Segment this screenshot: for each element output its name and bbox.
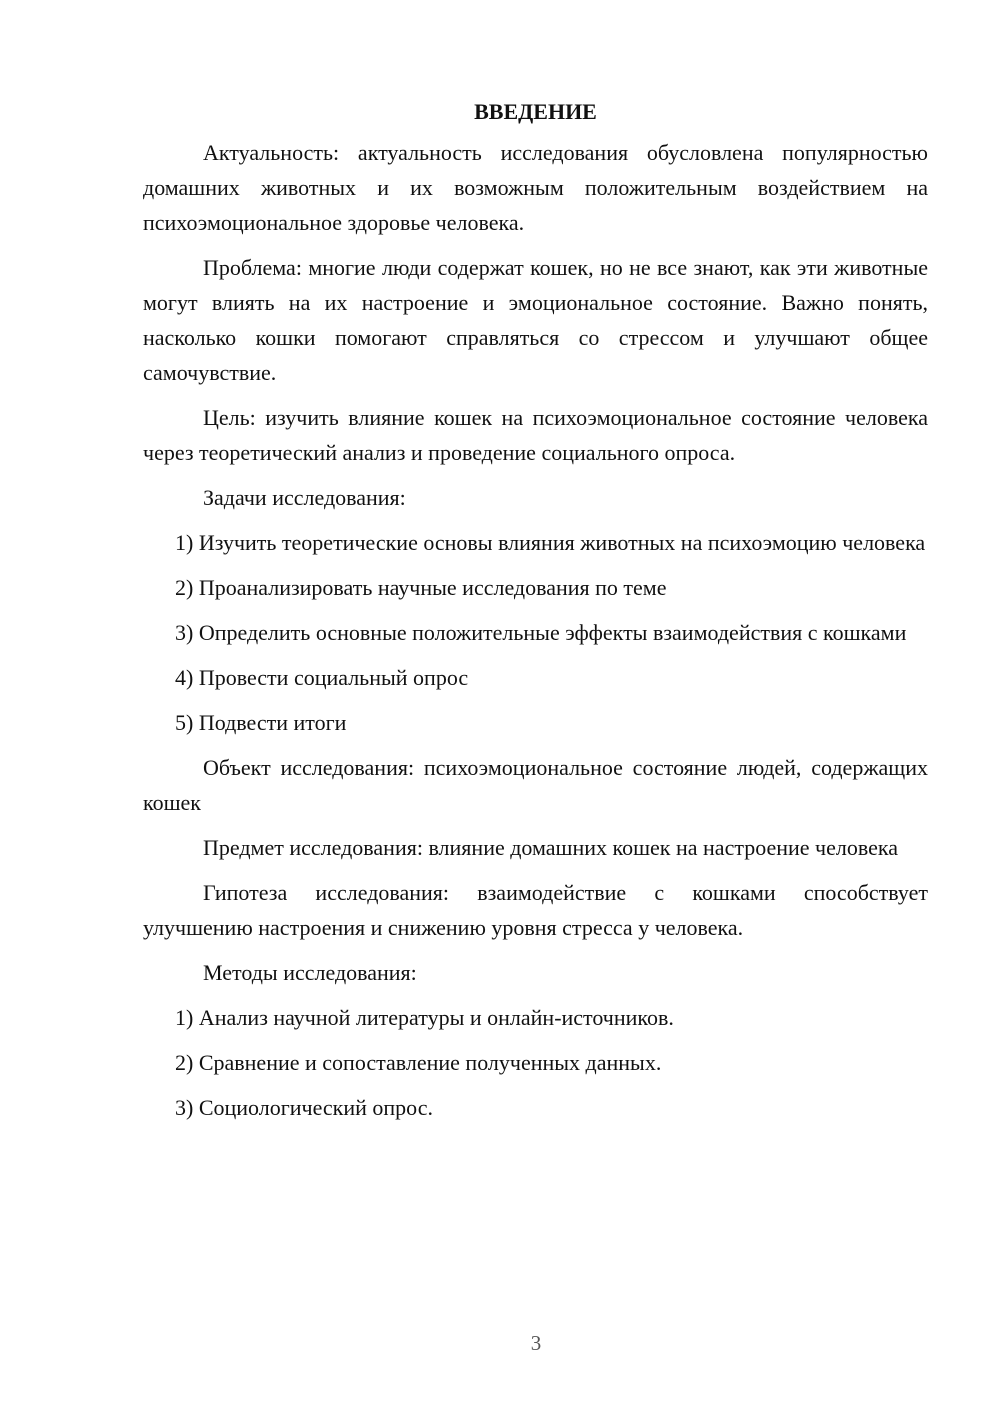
hypothesis-paragraph: Гипотеза исследования: взаимодействие с кошками способствует улучшению настроения и снижению уровня стресса у человека. (143, 880, 928, 940)
goal-paragraph: Цель: изучить влияние кошек на психоэмоциональное состояние человека через теоретический анализ и проведение социального опроса. (143, 405, 928, 465)
task-item-2: 2) Проанализировать научные исследования по теме (175, 575, 667, 600)
object-paragraph: Объект исследования: психоэмоциональное состояние людей, содержащих кошек (143, 755, 928, 815)
problem-paragraph: Проблема: многие люди содержат кошек, но не все знают, как эти животные могут влиять на их настроение и эмоциональное состояние. Важно понять, насколько кошки помогают справляться со стрессом и улучшают общее самочувствие. (143, 255, 928, 385)
section-heading: ВВЕДЕНИЕ (474, 99, 597, 124)
page-number: 3 (530, 1331, 542, 1355)
methods-heading: Методы исследования: (203, 960, 417, 985)
subject-paragraph: Предмет исследования: влияние домашних кошек на настроение человека (203, 835, 899, 860)
tasks-heading: Задачи исследования: (203, 485, 406, 510)
task-item-1: 1) Изучить теоретические основы влияния животных на психоэмоцию человека (175, 530, 926, 555)
document-body (143, 94, 928, 1135)
method-item-3: 3) Социологический опрос. (175, 1095, 433, 1120)
task-item-4: 4) Провести социальный опрос (175, 665, 469, 690)
relevance-paragraph: Актуальность: актуальность исследования обусловлена популярностью домашних животных и их возможным положительным воздействием на психоэмоциональное здоровье человека. (143, 140, 928, 235)
method-item-2: 2) Сравнение и сопоставление полученных данных. (175, 1050, 662, 1075)
task-item-3: 3) Определить основные положительные эффекты взаимодействия с кошками (175, 620, 907, 645)
task-item-5: 5) Подвести итоги (175, 710, 347, 735)
method-item-1: 1) Анализ научной литературы и онлайн-источников. (175, 1005, 674, 1030)
